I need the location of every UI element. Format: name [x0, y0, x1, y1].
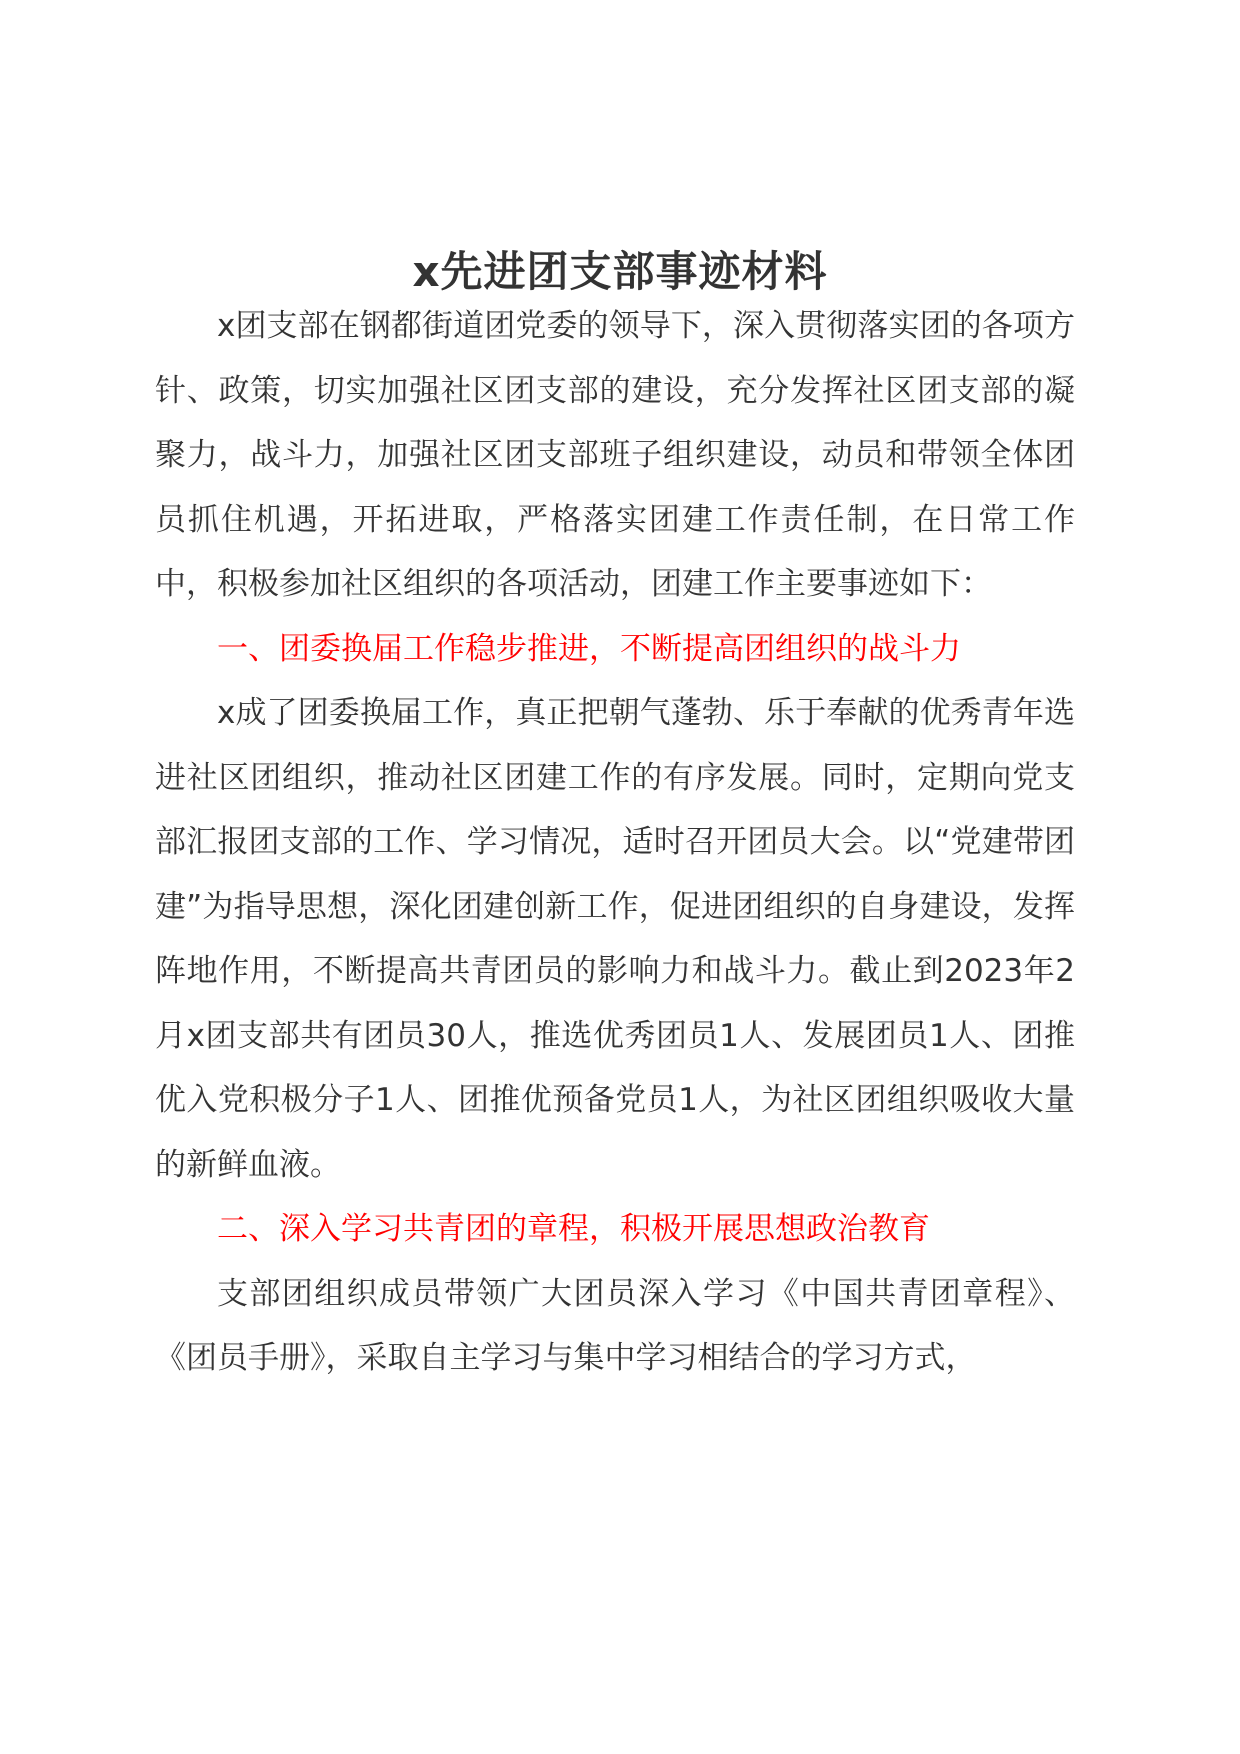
document-title: x先进团支部事迹材料	[412, 247, 828, 296]
intro-paragraph: x团支部在钢都街道团党委的领导下，深入贯彻落实团的各项方针、政策，切实加强社区团支部的建设，充分发挥社区团支部的凝聚力，战斗力，加强社区团支部班子组织建设，动员和带领全体团员抓住机遇，开拓进取，严格落实团建工作责任制，在日常工作中，积极参加社区组织的各项活动，团建工作主要事迹如下：	[155, 308, 1075, 602]
section-2-paragraph: 支部团组织成员带领广大团员深入学习《中国共青团章程》、《团员手册》，采取自主学习与集中学习相结合的学习方式，	[155, 1275, 1075, 1376]
section-heading-1: 一、团委换届工作稳步推进，不断提高团组织的战斗力	[217, 630, 961, 667]
section-heading-2: 二、深入学习共青团的章程，积极开展思想政治教育	[217, 1211, 930, 1247]
document-body	[155, 294, 1075, 1391]
section-1-paragraph: x成了团委换届工作，真正把朝气蓬勃、乐于奉献的优秀青年选进社区团组织，推动社区团建工作的有序发展。同时，定期向党支部汇报团支部的工作、学习情况，适时召开团员大会。以“党建带团建”为指导思想，深化团建创新工作，促进团组织的自身建设，发挥阵地作用，不断提高共青团员的影响力和战斗力。截止到2023年2月x团支部共有团员30人，推选优秀团员1人、发展团员1人、团推优入党积极分子1人、团推优预备党员1人，为社区团组织吸收大量的新鲜血液。	[155, 695, 1075, 1183]
